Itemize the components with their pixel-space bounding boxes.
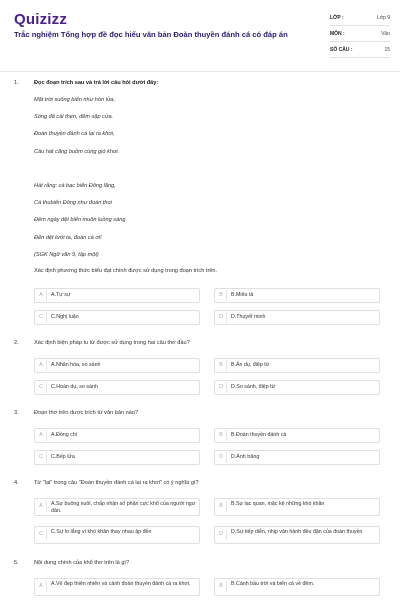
option-letter: B [216, 501, 227, 512]
option-text: B.Đoàn thuyền đánh cá [231, 432, 287, 438]
worksheet-title: Trắc nghiệm Tổng hợp đề đọc hiểu văn bản Đoàn thuyền đánh cá có đáp án [14, 30, 288, 39]
meta-value: Văn [381, 30, 390, 37]
option-letter: B [216, 290, 227, 301]
option-letter: A [36, 290, 47, 301]
option-letter: D [216, 382, 227, 393]
passage-line: Sóng đã cài then, đêm sập cửa. [34, 114, 114, 120]
option-a[interactable] [34, 498, 200, 516]
question-number: 5. [14, 560, 19, 566]
option-c[interactable] [34, 526, 200, 544]
option-d[interactable] [214, 526, 380, 544]
option-text: D.So sánh, điệp từ [231, 384, 276, 390]
option-letter: C [36, 452, 47, 463]
option-b[interactable] [214, 498, 380, 516]
option-text: C.Sự lo lắng vì khó khăn thay nhau ập đến [51, 528, 152, 535]
option-text: A.Tự sự [51, 292, 71, 298]
option-letter: A [36, 501, 47, 512]
option-letter: D [216, 529, 227, 540]
meta-row-count [330, 42, 390, 58]
option-c[interactable] [34, 450, 200, 465]
passage-line: Hát rằng: cá bạc biển Đông lặng, [34, 183, 116, 189]
option-text: B.Miêu tả [231, 292, 254, 298]
option-d[interactable] [214, 450, 380, 465]
option-text: A.Đồng chí [51, 432, 78, 438]
option-d[interactable] [214, 310, 380, 325]
option-letter: D [216, 312, 227, 323]
option-a[interactable] [34, 288, 200, 303]
passage-line: Mặt trời xuống biển như hòn lửa, [34, 97, 116, 103]
option-d[interactable] [214, 380, 380, 395]
question-text: Đoạn thơ trên được trích từ văn bản nào? [34, 410, 139, 416]
option-text: C.Bếp lửa [51, 454, 75, 460]
question-text: Nội dung chính của khổ thơ trên là gì? [34, 560, 130, 566]
option-letter: C [36, 382, 47, 393]
option-text: C.Hoán dụ, so sánh [51, 384, 98, 390]
passage-line: Cá thubiển Đông như đoàn thoi [34, 200, 112, 206]
option-letter: C [36, 529, 47, 540]
option-text: A.Vẻ đẹp thiên nhiên và cảnh đoàn thuyền đánh cá ra khơi. [51, 580, 191, 587]
option-letter: C [36, 312, 47, 323]
meta-label: LỚP : [330, 14, 344, 21]
question-intro: Đọc đoạn trích sau và trả lời câu hỏi dưới đây: [34, 80, 159, 86]
option-letter: B [216, 581, 227, 592]
passage-line: Đoàn thuyền đánh cá lại ra khơi, [34, 131, 115, 137]
passage-line: Đêm ngày dệt biển muôn luồng sáng [34, 217, 126, 223]
option-text: A.Sự buông xuôi, chấp nhận số phận cực khổ của người ngư dân. [51, 500, 196, 514]
option-letter: B [216, 430, 227, 441]
option-text: A.Nhân hóa, so sánh [51, 362, 101, 368]
option-text: B.Sự lạc quan, mặc kệ những khó khăn [231, 500, 325, 507]
passage-line: Câu hát căng buồm cùng gió khơi. [34, 149, 120, 155]
option-b[interactable] [214, 288, 380, 303]
meta-row-grade [330, 10, 390, 26]
option-b[interactable] [214, 578, 380, 596]
meta-label: SỐ CÂU : [330, 46, 353, 53]
question-number: 2. [14, 340, 19, 346]
passage-source: (SGK Ngữ văn 9, tập một) [34, 252, 99, 258]
option-a[interactable] [34, 578, 200, 596]
question-text: Xác định phương thức biểu đạt chính được sử dụng trong đoạn trích trên. [34, 268, 218, 274]
meta-value: Lớp 9 [376, 14, 390, 21]
option-letter: A [36, 360, 47, 371]
question-number: 3. [14, 410, 19, 416]
option-c[interactable] [34, 310, 200, 325]
quizizz-logo: Quizizz [14, 11, 68, 28]
question-text: Xác định biện pháp tu từ được sử dụng trong hai câu thơ đầu? [34, 340, 190, 346]
passage-line: Đến dệt lưới ta, đoàn cá ơi! [34, 235, 102, 241]
worksheet-meta [330, 10, 390, 58]
option-letter: A [36, 581, 47, 592]
option-letter: D [216, 452, 227, 463]
option-a[interactable] [34, 358, 200, 373]
question-number: 4. [14, 480, 19, 486]
option-letter: A [36, 430, 47, 441]
option-text: B.Cảnh bầu trời và biển cả về đêm. [231, 580, 315, 587]
question-number: 1. [14, 80, 19, 86]
option-text: B.Ẩn dụ, điệp từ [231, 362, 270, 368]
meta-row-subject [330, 26, 390, 42]
meta-label: MÔN : [330, 30, 345, 37]
question-text: Từ "lại" trong câu "Đoàn thuyền đánh cá lại ra khơi" có ý nghĩa gì? [34, 480, 199, 486]
option-text: D.Sự tiếp diễn, nhịp vận hành đều đặn của đoàn thuyền [231, 528, 363, 535]
option-c[interactable] [34, 380, 200, 395]
meta-value: 15 [384, 46, 390, 53]
option-b[interactable] [214, 428, 380, 443]
worksheet-header [0, 0, 400, 70]
option-b[interactable] [214, 358, 380, 373]
header-divider [0, 71, 400, 72]
option-text: C.Nghị luận [51, 314, 79, 320]
option-letter: B [216, 360, 227, 371]
option-a[interactable] [34, 428, 200, 443]
option-text: D.Thuyết minh [231, 314, 266, 320]
option-text: D.Ánh trăng [231, 454, 260, 460]
